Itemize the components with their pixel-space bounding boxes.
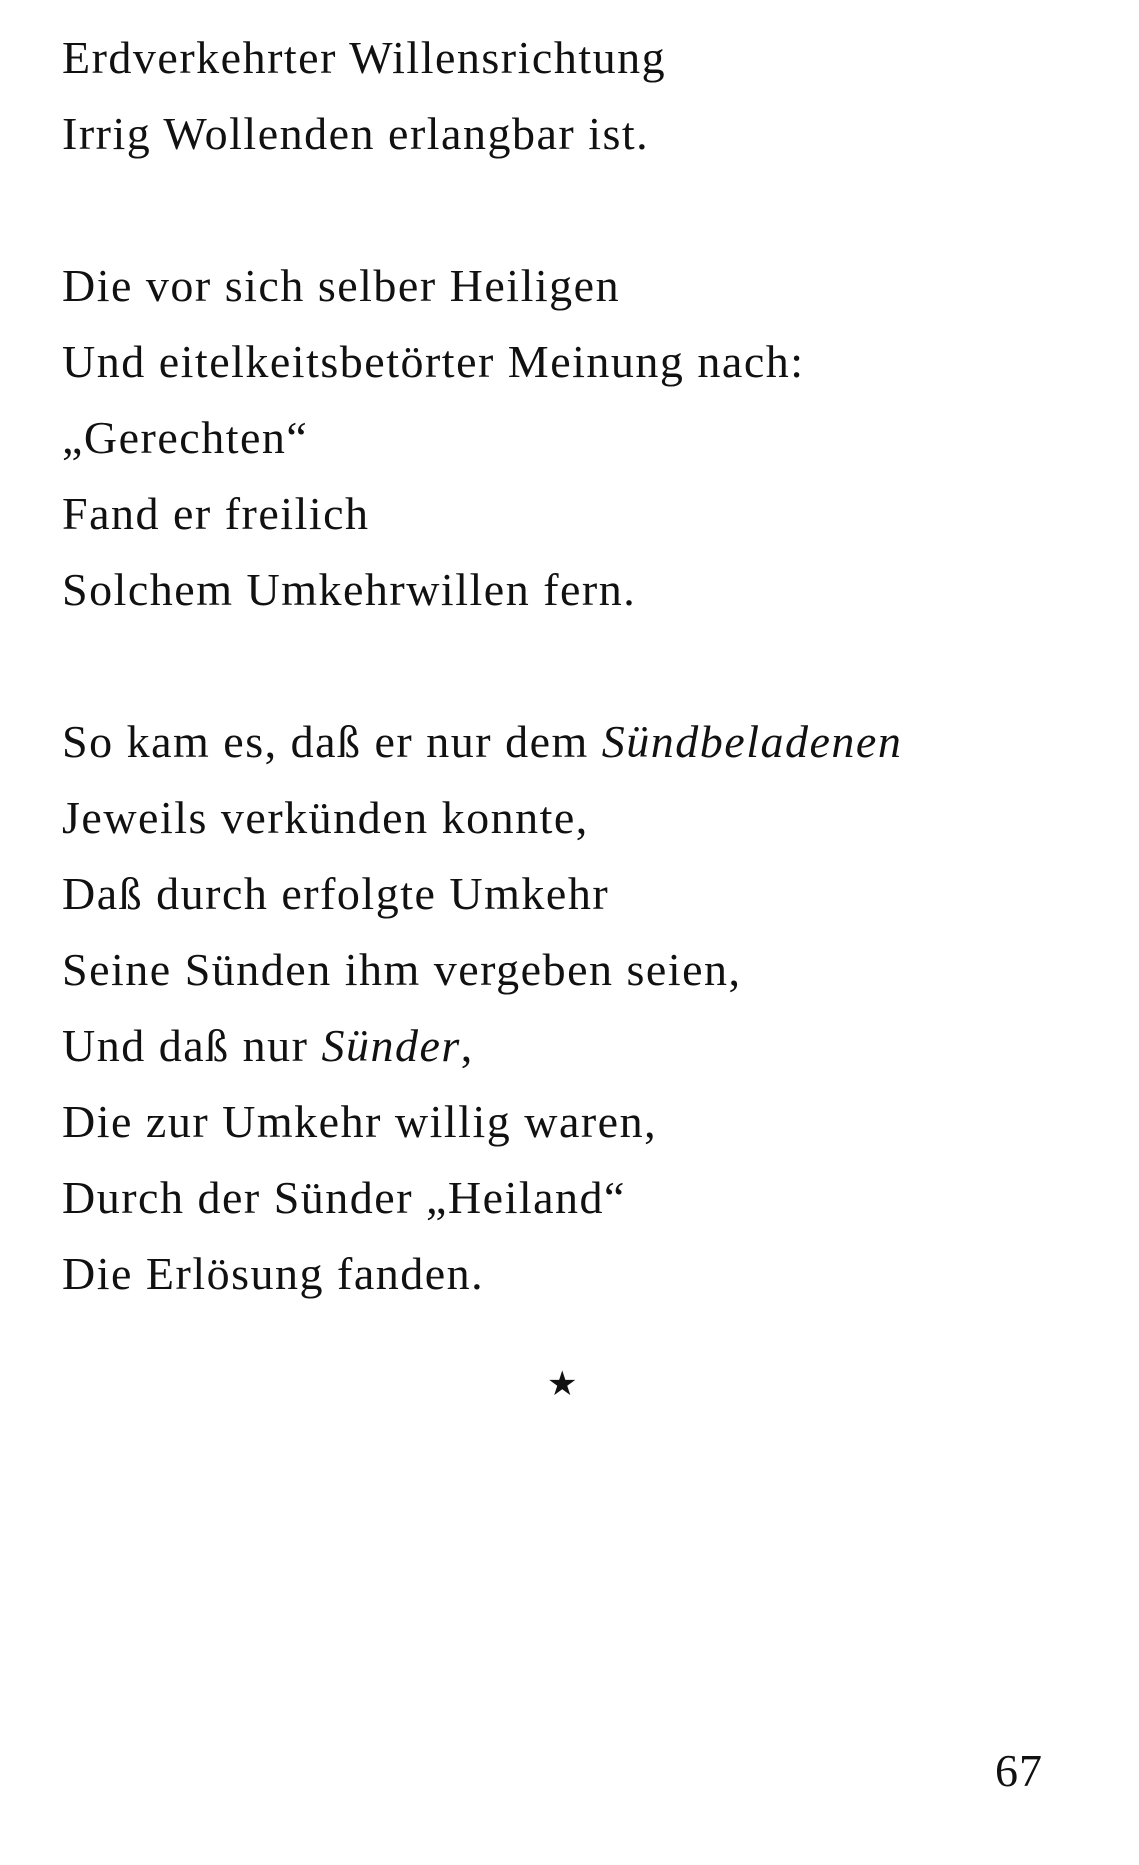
verse-line: Erdverkehrter Willensrichtung — [62, 32, 667, 83]
verse-text: , — [460, 1020, 474, 1071]
verse-line: Jeweils verkünden konnte, — [62, 792, 589, 843]
verse-line: Die zur Umkehr willig waren, — [62, 1096, 658, 1147]
verse-line — [62, 714, 902, 770]
verse-text: So kam es, daß er nur dem — [62, 716, 602, 767]
verse-emphasis: Sünder — [321, 1020, 461, 1071]
page-number: 67 — [995, 1745, 1043, 1796]
verse-line: Die vor sich selber Heiligen — [62, 260, 621, 311]
verse-line: „Gerechten“ — [62, 412, 309, 463]
verse-line: Durch der Sünder „Heiland“ — [62, 1172, 626, 1223]
section-separator-star: ★ — [547, 1366, 578, 1403]
verse-line: Seine Sünden ihm vergeben seien, — [62, 944, 742, 995]
verse-emphasis: Sündbeladenen — [601, 716, 903, 767]
verse-line: Solchem Umkehrwillen fern. — [62, 564, 637, 615]
verse-line: Und eitelkeitsbetörter Meinung nach: — [62, 336, 805, 387]
verse-line — [62, 1018, 474, 1074]
verse-line: Die Erlösung fanden. — [62, 1248, 485, 1299]
verse-line: Irrig Wollenden erlangbar ist. — [62, 108, 650, 159]
verse-line: Fand er freilich — [62, 488, 370, 539]
verse-text: Und daß nur — [62, 1020, 322, 1071]
verse-line: Daß durch erfolgte Umkehr — [62, 868, 610, 919]
